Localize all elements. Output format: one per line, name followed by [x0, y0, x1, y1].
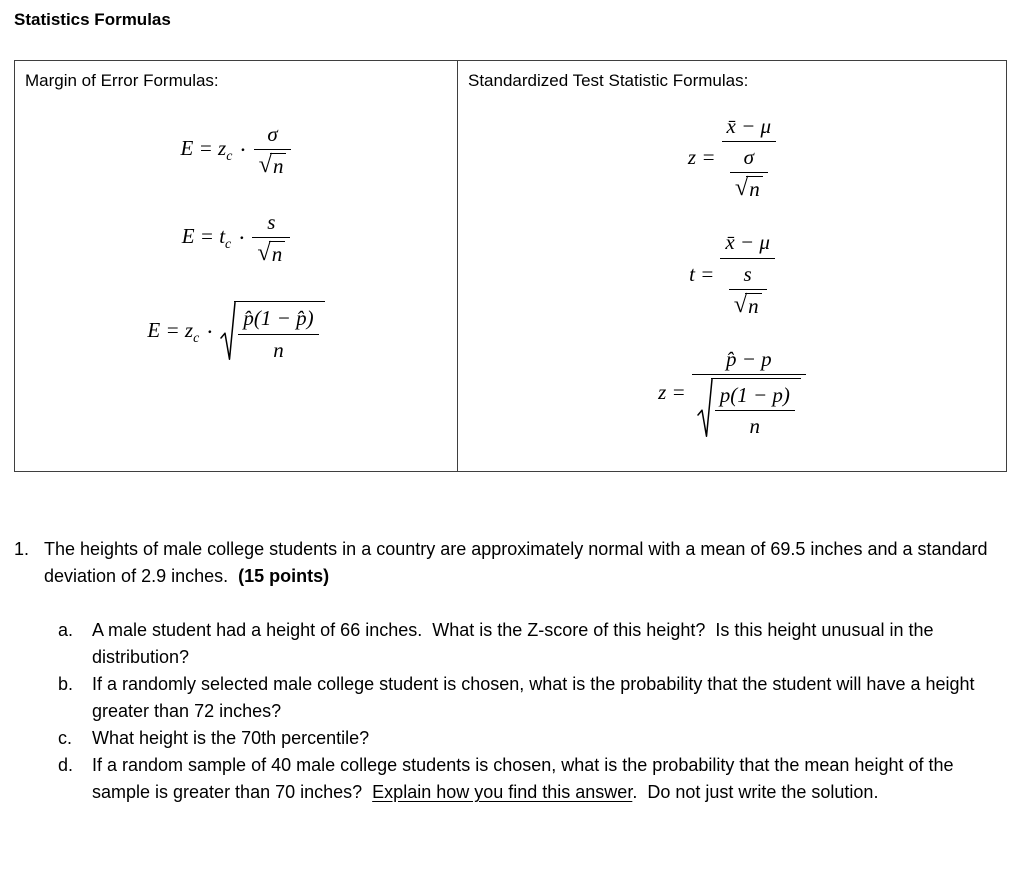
question-item-d: [58, 752, 1010, 806]
fraction-denominator: [720, 259, 775, 317]
numerator-text: x̄ − μ: [725, 230, 770, 255]
lhs-text: t =: [689, 261, 715, 286]
subscript-c: c: [193, 329, 200, 345]
numerator-text: x̄ − μ: [726, 114, 772, 139]
question-subparts: [58, 617, 1010, 806]
question-1: [14, 536, 1010, 806]
fraction-numerator: [729, 262, 767, 290]
question-stem: [14, 536, 1010, 590]
numerator-text: σ: [267, 122, 278, 147]
item-label-a: a.: [58, 620, 74, 640]
question-item-c: [58, 725, 1010, 752]
formula-lhs: [147, 318, 199, 346]
formula-z-proportion: [658, 347, 806, 438]
radicand-text: n: [746, 176, 763, 200]
formula-lhs: [658, 380, 686, 404]
radicand-text: n: [269, 241, 286, 265]
question-item-b: [58, 671, 1010, 725]
fraction-numerator: [730, 145, 768, 173]
square-root: [735, 176, 763, 200]
square-root: [733, 290, 762, 318]
formula-lhs: [689, 262, 714, 286]
fraction: [692, 347, 806, 438]
numerator-text: s: [267, 210, 276, 235]
formula-lhs: [688, 145, 716, 169]
margin-of-error-header: Margin of Error Formulas:: [25, 71, 219, 90]
square-root: [257, 241, 285, 265]
fraction: [252, 210, 290, 265]
fraction-numerator: [254, 122, 292, 150]
item-label-b: b.: [58, 674, 74, 694]
fraction-denominator: [692, 375, 806, 438]
formula-moe-t-s: [182, 210, 291, 265]
numerator-text: p(1 − p): [719, 382, 790, 407]
numerator-text: p̂ − p: [725, 346, 772, 371]
formula-t-statistic: [689, 230, 775, 316]
page-title: Statistics Formulas: [14, 10, 171, 29]
question-text-body: The heights of male college students in a country are approximately normal with a mean of 69.5 inches and a standard deviation of 2.9 inches.: [44, 539, 993, 586]
inner-fraction: [729, 262, 767, 317]
item-d-text-after: . Do not just write the solution.: [632, 782, 879, 802]
fraction-numerator: [720, 230, 775, 258]
item-text-a: A male student had a height of 66 inches. What is the Z-score of this height? Is this height unusual in the distribution?: [92, 620, 939, 667]
lhs-text: E = z: [180, 135, 227, 160]
numerator-text: p̂(1 − p̂): [243, 306, 314, 331]
test-statistic-header: Standardized Test Statistic Formulas:: [468, 71, 749, 90]
fraction-denominator: [729, 290, 767, 317]
radicand: [711, 378, 801, 438]
fraction-denominator: [254, 150, 292, 177]
radical-icon: √: [258, 151, 272, 179]
question-points: (15 points): [238, 566, 330, 586]
item-text-c: What height is the 70th percentile?: [92, 728, 370, 748]
item-label-d: d.: [58, 755, 74, 775]
fraction: [720, 230, 775, 316]
fraction-denominator: [722, 142, 777, 200]
denominator-text: n: [273, 337, 284, 362]
item-label-c: c.: [58, 728, 73, 748]
numerator-text: σ: [743, 145, 754, 170]
item-text-d: [92, 752, 1010, 806]
lhs-text: z =: [687, 145, 716, 170]
question-number: 1.: [14, 539, 30, 559]
fraction-denominator: [715, 411, 795, 438]
fraction-denominator: [730, 173, 768, 200]
test-statistic-cell: [458, 61, 1006, 471]
fraction: [238, 306, 318, 361]
square-root: [259, 153, 287, 177]
big-square-root: [697, 378, 801, 438]
formula-moe-z-sigma: [181, 122, 292, 177]
radical-icon: √: [733, 290, 748, 318]
question-item-a: [58, 617, 1010, 671]
lhs-text: E = t: [181, 223, 226, 248]
item-text-b: If a randomly selected male college student is chosen, what is the probability that the student will have a height greater than 72 inches?: [92, 674, 980, 721]
radical-icon: [697, 378, 713, 438]
fraction-numerator: [238, 306, 318, 334]
radicand-text: n: [745, 293, 762, 317]
fraction-numerator: [722, 114, 777, 142]
fraction-numerator: [715, 383, 795, 411]
formula-z-statistic: [688, 114, 776, 200]
lhs-text: z =: [658, 380, 686, 405]
item-d-text-before: If a random sample of 40 male college students is chosen, what is the probability that the mean height of the sample is greater than 70 inches?: [92, 755, 959, 802]
fraction-numerator: [252, 210, 290, 238]
margin-of-error-cell: [15, 61, 458, 471]
fraction-denominator: [252, 238, 290, 265]
subscript-c: c: [225, 236, 232, 251]
formula-lhs: [181, 136, 233, 164]
multiplication-dot: ⋅: [206, 319, 214, 344]
formula-table: [14, 60, 1007, 472]
radical-icon: √: [257, 239, 271, 267]
fraction: [715, 383, 795, 438]
inner-fraction: [730, 145, 768, 200]
multiplication-dot: ⋅: [239, 137, 247, 162]
fraction: [722, 114, 777, 200]
fraction-numerator: [692, 347, 806, 375]
radicand-text: n: [270, 153, 287, 177]
big-square-root: [220, 301, 324, 361]
formula-moe-proportion: [147, 301, 324, 361]
formula-lhs: [182, 224, 232, 252]
denominator-text: n: [749, 414, 761, 439]
lhs-text: E = z: [147, 317, 194, 342]
multiplication-dot: ⋅: [238, 225, 246, 250]
item-d-underlined-text: Explain how you find this answer: [372, 782, 633, 802]
radicand: [234, 301, 324, 361]
subscript-c: c: [226, 147, 233, 163]
fraction: [254, 122, 292, 177]
numerator-text: s: [743, 261, 752, 286]
radical-icon: [220, 301, 236, 361]
question-text: [44, 536, 1010, 590]
fraction-denominator: [238, 335, 318, 362]
radical-icon: √: [734, 174, 749, 202]
